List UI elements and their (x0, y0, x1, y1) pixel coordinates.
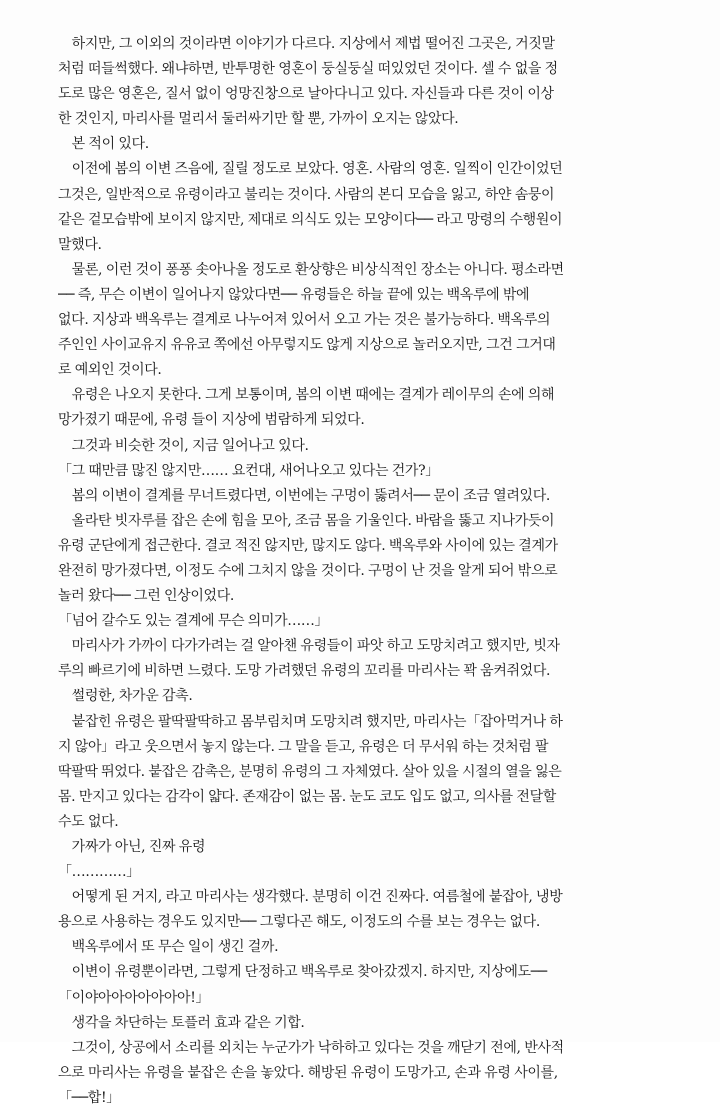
text-line: 처럼 떠들썩했다. 왜냐하면, 반투명한 영혼이 둥실둥실 떠있었던 것이다. 셀 수 없을 정 (58, 61, 558, 78)
text-line: 루의 빠르기에 비하면 느렸다. 도망 가려했던 유령의 꼬리를 마리사는 꽉 움켜쥐었다. (58, 663, 551, 680)
text-line: 망가졌기 때문에, 유령 들이 지상에 범람하게 되었다. (58, 412, 365, 429)
text-line: 그것과 비슷한 것이, 지금 일어나고 있다. (58, 437, 309, 454)
text-line: 말했다. (58, 236, 102, 253)
text-line: 이변이 유령뿐이라면, 그렇게 단정하고 백옥루로 찾아갔겠지. 하지만, 지상에도── (58, 964, 547, 981)
novel-text-block (58, 32, 662, 1111)
text-line: 주인인 사이교유지 유유코 쪽에선 아무렇지도 않게 지상으로 놀러오지만, 그건 그거대 (58, 337, 556, 354)
text-line: 딱팔딱 뛰었다. 붙잡은 감촉은, 분명히 유령의 그 자체였다. 살아 있을 시절의 열을 잃은 (58, 763, 562, 780)
text-line: 없다. 지상과 백옥루는 결계로 나누어져 있어서 오고 가는 것은 불가능하다. 백옥루의 (58, 312, 551, 329)
text-line: 로 예외인 것이다. (58, 362, 162, 379)
text-line: 같은 겉모습밖에 보이지 않지만, 제대로 의식도 있는 모양이다── 라고 망령의 수행원이 (58, 211, 563, 228)
text-line: 몸. 만지고 있다는 감각이 얇다. 존재감이 없는 몸. 눈도 코도 입도 없고, 의사를 전달할 (58, 788, 556, 805)
text-line: 지 않아」라고 웃으면서 놓지 않는다. 그 말을 듣고, 유령은 더 무서워 하는 것처럼 팔 (58, 738, 549, 755)
text-line: 「──합!」 (58, 1089, 120, 1106)
text-line: 완전히 망가졌다면, 이정도 수에 그치지 않을 것이다. 구멍이 난 것을 알게 되어 밖으로 (58, 562, 558, 579)
text-line: 마리사가 가까이 다가가려는 걸 알아챈 유령들이 파앗 하고 도망치려고 했지만, 빗자 (58, 638, 560, 655)
text-line: 썰렁한, 차가운 감촉. (58, 688, 193, 705)
text-line: 올라탄 빗자루를 잡은 손에 힘을 모아, 조금 몸을 기울인다. 바람을 뚫고 지나가듯이 (58, 512, 555, 529)
text-line: 수도 없다. (58, 813, 119, 830)
text-line: 용으로 사용하는 경우도 있지만── 그렇다곤 해도, 이정도의 수를 보는 경우는 없다. (58, 914, 540, 931)
text-line: 으로 마리사는 유령을 붙잡은 손을 놓았다. 해방된 유령이 도망가고, 손과 유령 사이를, (58, 1064, 558, 1081)
text-line: 가짜가 아닌, 진짜 유령 (58, 839, 206, 855)
text-line: 「이야아아아아아아아!」 (58, 989, 210, 1006)
text-line: 본 적이 있다. (58, 136, 149, 153)
text-line: 「넘어 갈수도 있는 결계에 무슨 의미가……」 (58, 613, 329, 630)
text-line: 도로 많은 영혼은, 질서 없이 엉망진창으로 날아다니고 있다. 자신들과 다른 것이 이상 (58, 86, 554, 103)
text-line: 유령 군단에게 접근한다. 결코 적진 않지만, 많지도 않다. 백옥루와 사이에 있는 결계가 (58, 537, 558, 554)
text-line: 그것이, 상공에서 소리를 외치는 누군가가 낙하하고 있다는 것을 깨닫기 전에, 반사적 (58, 1039, 564, 1056)
text-line: 붙잡힌 유령은 팔딱팔딱하고 몸부림치며 도망치려 했지만, 마리사는「잡아먹거나 하 (58, 713, 563, 730)
text-line: 봄의 이변이 결계를 무너트렸다면, 이번에는 구멍이 뚫려서── 문이 조금 열려있다. (58, 487, 550, 504)
text-line: ── 즉, 무슨 이변이 일어나지 않았다면── 유령들은 하늘 끝에 있는 백옥루에 밖에 (58, 286, 530, 303)
text-line: 하지만, 그 이외의 것이라면 이야기가 다르다. 지상에서 제법 떨어진 그곳은, 거짓말 (58, 36, 555, 52)
text-line: 그것은, 일반적으로 유령이라고 불리는 것이다. 사람의 본디 모습을 잃고, 하얀 솜뭉이 (58, 186, 555, 203)
text-line: 「…………」 (58, 864, 140, 881)
text-line: 「그 때만큼 많진 않지만…… 요컨대, 새어나오고 있다는 건가?」 (58, 462, 439, 479)
text-line: 백옥루에서 또 무슨 일이 생긴 걸까. (58, 939, 279, 956)
text-line: 놀러 왔다── 그런 인상이었다. (58, 588, 234, 605)
text-line: 유령은 나오지 못한다. 그게 보통이며, 봄의 이변 때에는 결계가 레이무의 손에 의해 (58, 387, 555, 404)
text-line: 생각을 차단하는 토플러 효과 같은 기합. (58, 1014, 305, 1031)
text-line: 이전에 봄의 이변 즈음에, 질릴 정도로 보았다. 영혼. 사람의 영혼. 일찍이 인간이었던 (58, 161, 563, 178)
text-line: 물론, 이런 것이 퐁퐁 솟아나올 정도로 환상향은 비상식적인 장소는 아니다. 평소라면 (58, 261, 564, 278)
text-line: 어떻게 된 거지, 라고 마리사는 생각했다. 분명히 이건 진짜다. 여름철에 붙잡아, 냉방 (58, 889, 563, 906)
text-line: 한 것인지, 마리사를 멀리서 둘러싸기만 할 뿐, 가까이 오지는 않았다. (58, 111, 459, 128)
